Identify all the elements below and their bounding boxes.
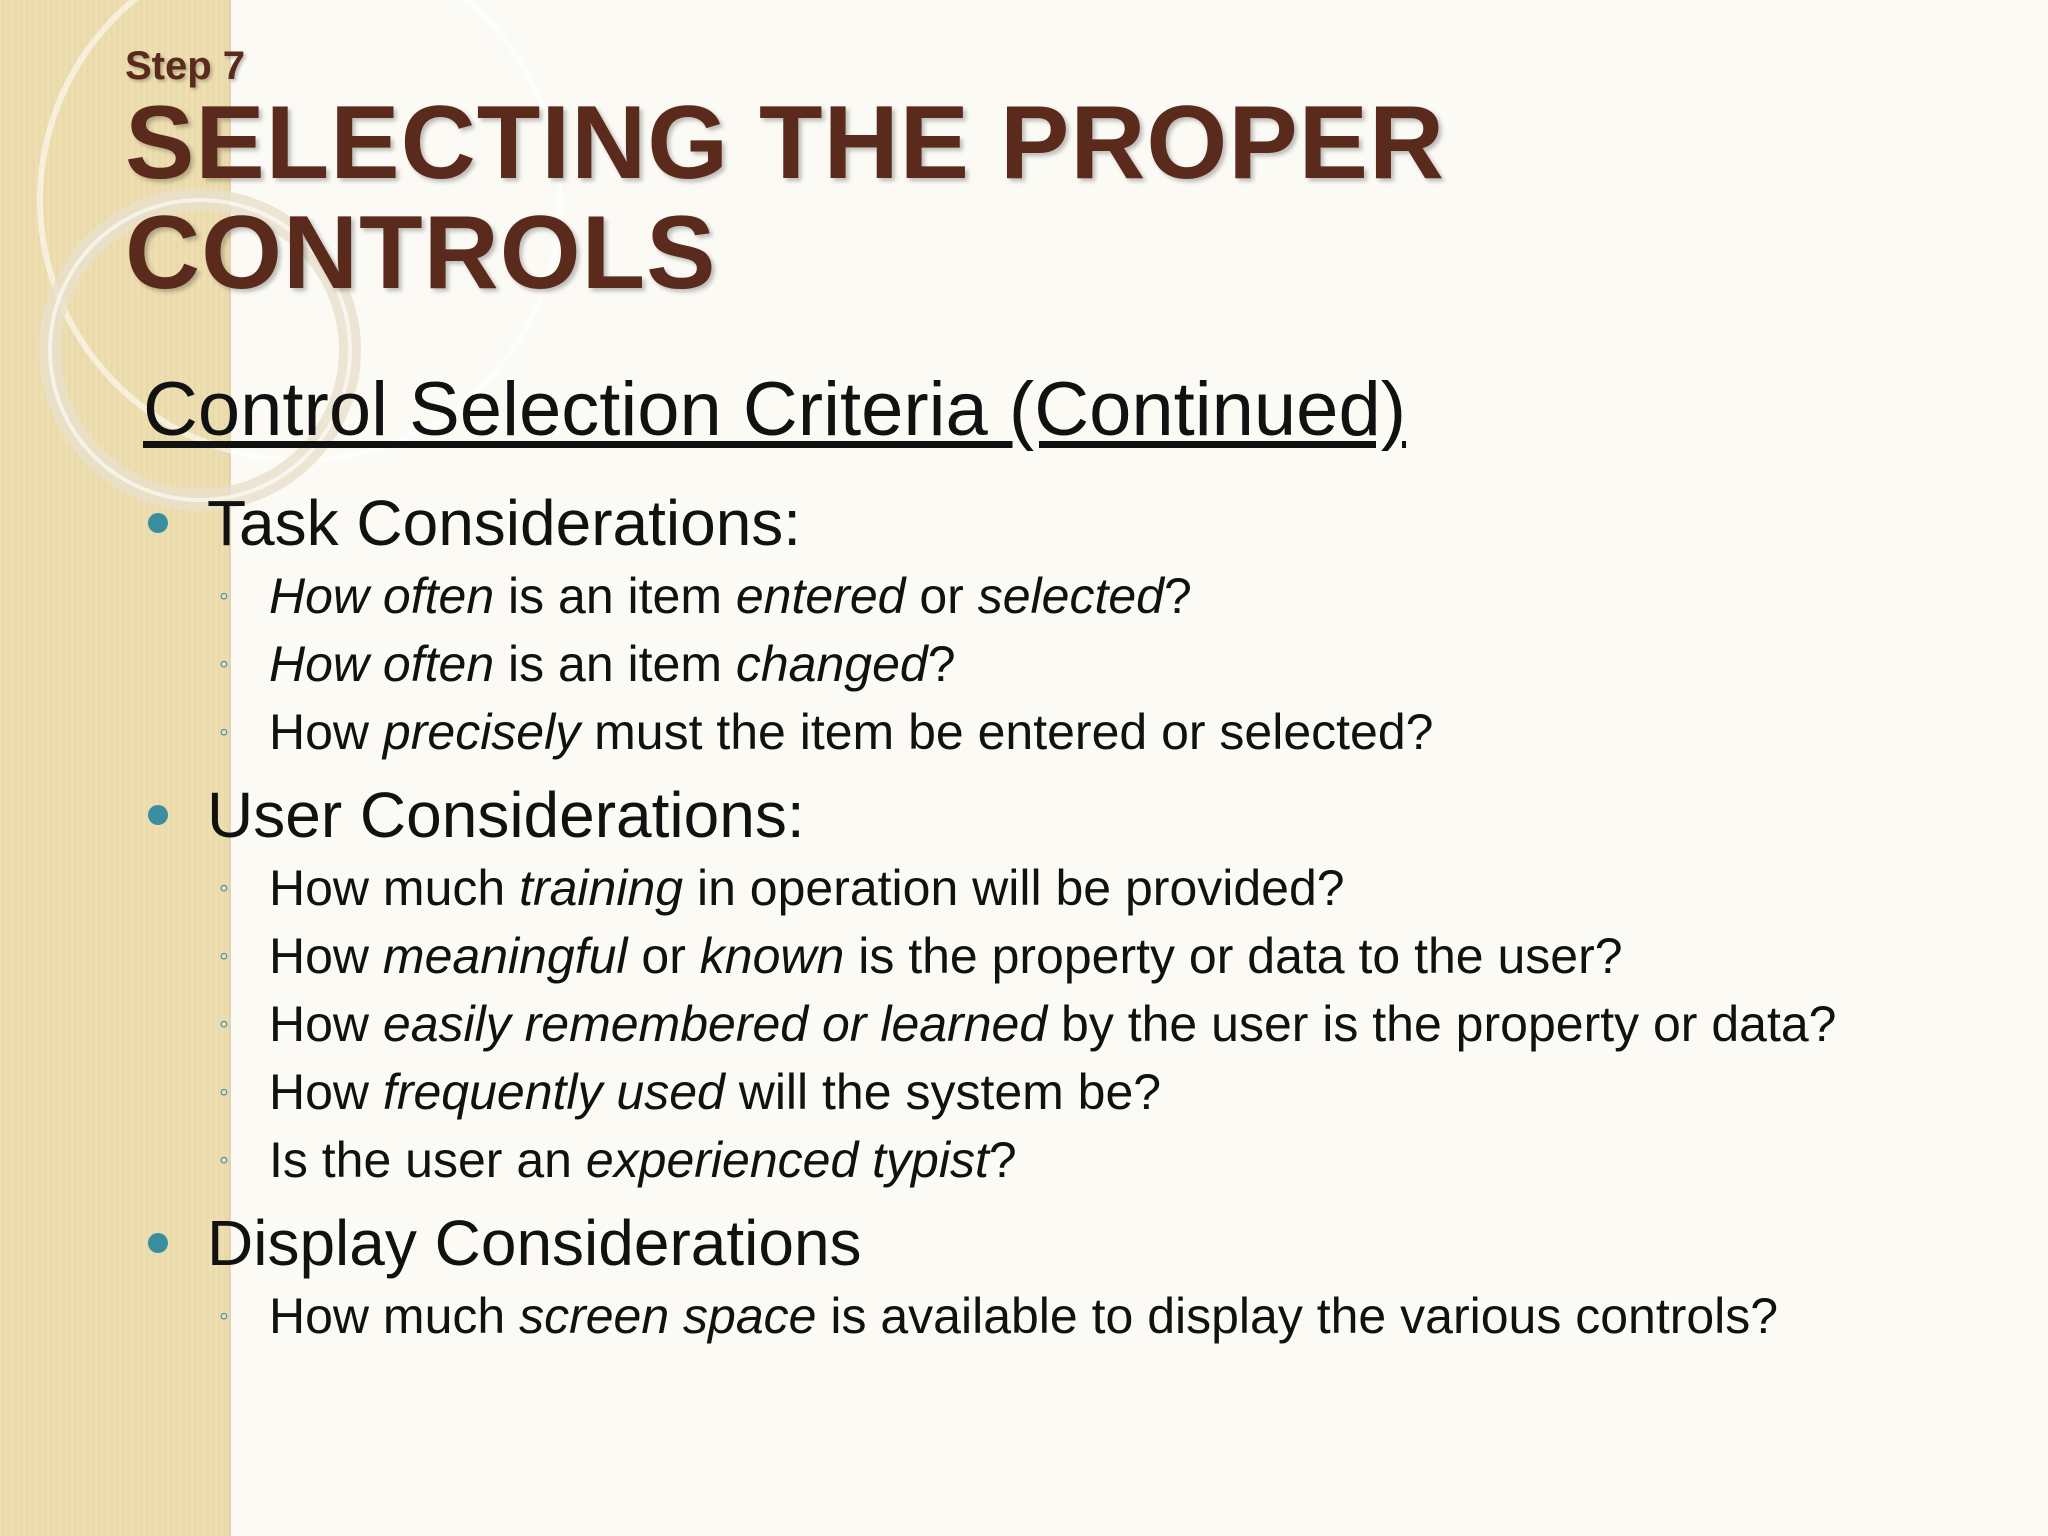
slide-subtitle: Control Selection Criteria (Continued) xyxy=(143,367,1407,452)
hollow-bullet-icon: ◦ xyxy=(219,1144,229,1175)
section-heading xyxy=(143,780,1993,850)
section-heading xyxy=(143,1208,1993,1278)
hollow-bullet-icon: ◦ xyxy=(219,1008,229,1039)
list-item xyxy=(143,702,1993,762)
step-label: Step 7 xyxy=(125,44,246,88)
list-item-text: How precisely must the item be entered or selected? xyxy=(269,704,1434,760)
slide-title xyxy=(125,85,1975,311)
title-line-1: SELECTING THE PROPER xyxy=(125,85,1446,201)
list-item xyxy=(143,566,1993,626)
list-item-text: How frequently used will the system be? xyxy=(269,1064,1162,1120)
list-item xyxy=(143,1130,1993,1190)
section-heading-text: Task Considerations: xyxy=(207,487,802,559)
title-line-2: CONTROLS xyxy=(125,195,717,311)
list-item-text: How much screen space is available to display the various controls? xyxy=(269,1288,1779,1344)
bullet-dot-icon xyxy=(148,513,168,533)
list-item xyxy=(143,994,1993,1054)
list-item xyxy=(143,858,1993,918)
section-heading xyxy=(143,488,1993,558)
list-item xyxy=(143,634,1993,694)
section-heading-text: Display Considerations xyxy=(207,1207,862,1279)
list-item xyxy=(143,926,1993,986)
hollow-bullet-icon: ◦ xyxy=(219,940,229,971)
slide-content xyxy=(143,470,1993,1346)
hollow-bullet-icon: ◦ xyxy=(219,1300,229,1331)
hollow-bullet-icon: ◦ xyxy=(219,580,229,611)
list-item-text: Is the user an experienced typist? xyxy=(269,1132,1017,1188)
bullet-dot-icon xyxy=(148,805,168,825)
hollow-bullet-icon: ◦ xyxy=(219,872,229,903)
hollow-bullet-icon: ◦ xyxy=(219,648,229,679)
section-heading-text: User Considerations: xyxy=(207,779,805,851)
list-item xyxy=(143,1286,1993,1346)
hollow-bullet-icon: ◦ xyxy=(219,1076,229,1107)
hollow-bullet-icon: ◦ xyxy=(219,716,229,747)
list-item-text: How easily remembered or learned by the user is the property or data? xyxy=(269,996,1837,1052)
list-item xyxy=(143,1062,1993,1122)
list-item-text: How meaningful or known is the property or data to the user? xyxy=(269,928,1623,984)
bullet-dot-icon xyxy=(148,1233,168,1253)
list-item-text: How much training in operation will be provided? xyxy=(269,860,1345,916)
list-item-text: How often is an item entered or selected? xyxy=(269,568,1192,624)
list-item-text: How often is an item changed? xyxy=(269,636,956,692)
